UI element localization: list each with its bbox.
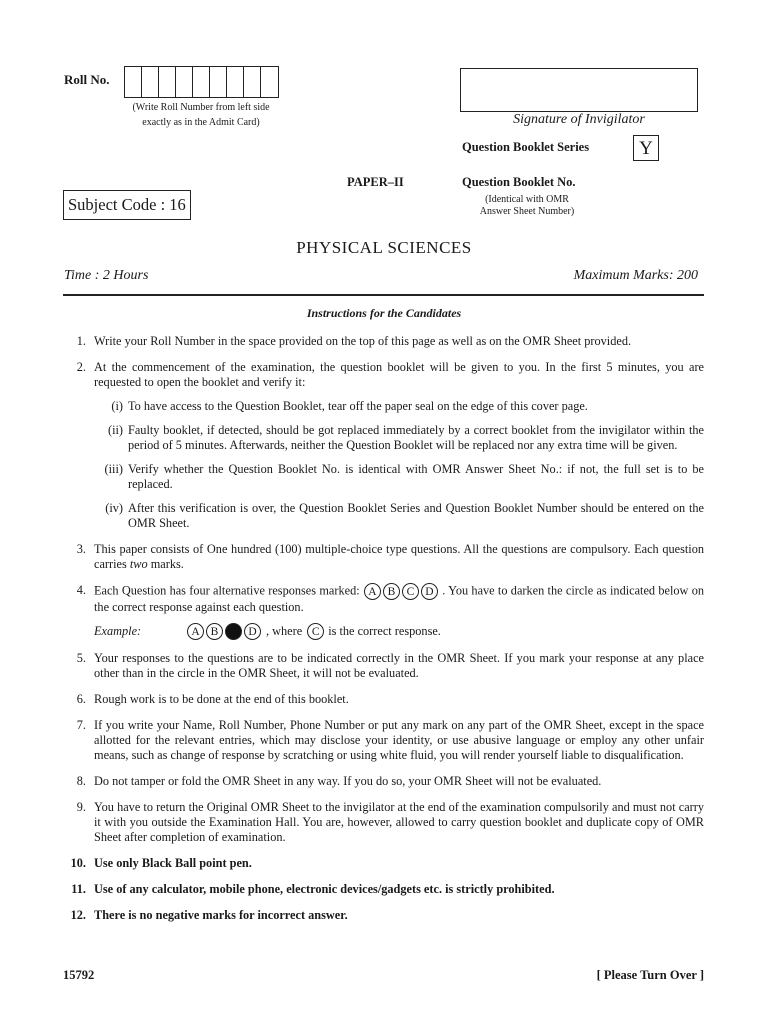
- option-d-circle: D: [421, 583, 438, 600]
- item-text: Your responses to the questions are to be indicated correctly in the OMR Sheet. If you mark your response at any place other than in the circle in the OMR Sheet, it will not be evaluated.: [94, 651, 704, 680]
- roll-number-boxes[interactable]: [124, 66, 279, 98]
- item-number: 2.: [76, 360, 86, 374]
- roll-digit-box[interactable]: [261, 67, 278, 97]
- text-part: , where: [266, 624, 303, 638]
- item-body: [94, 360, 704, 531]
- sub-item-number: (ii): [107, 423, 123, 437]
- list-item: [64, 800, 704, 845]
- subject-code-box: Subject Code : 16: [63, 190, 191, 220]
- list-item: [64, 542, 704, 572]
- item-text: Do not tamper or fold the OMR Sheet in any way. If you do so, your OMR Sheet will not be evaluated.: [94, 774, 602, 788]
- item-text: Use of any calculator, mobile phone, electronic devices/gadgets etc. is strictly prohibited.: [94, 882, 555, 896]
- item-text: There is no negative marks for incorrect answer.: [94, 908, 348, 922]
- booklet-number-note: [452, 194, 602, 218]
- roll-digit-box[interactable]: [193, 67, 210, 97]
- item-number: 5.: [76, 651, 86, 665]
- invigilator-signature-box[interactable]: [460, 68, 698, 112]
- item-number: 7.: [76, 718, 86, 732]
- roll-digit-box[interactable]: [176, 67, 193, 97]
- list-item: [64, 692, 704, 707]
- item-text: Write your Roll Number in the space provided on the top of this page as well as on the OMR Sheet provided.: [94, 334, 632, 348]
- option-c-circle: C: [307, 623, 324, 640]
- instructions-heading: Instructions for the Candidates: [306, 306, 462, 320]
- item-text: Use only Black Ball point pen.: [94, 856, 252, 870]
- sub-item-number: (iii): [104, 462, 123, 476]
- roll-note-line: (Write Roll Number from left side: [132, 102, 270, 113]
- example-label: Example:: [94, 624, 142, 638]
- roll-note-line: exactly as in the Admit Card): [142, 117, 260, 128]
- roll-digit-box[interactable]: [142, 67, 159, 97]
- header-divider: [63, 294, 704, 296]
- list-item: [64, 360, 704, 531]
- option-b-circle: B: [383, 583, 400, 600]
- item-body: [94, 583, 704, 640]
- roll-number-note: [96, 100, 306, 130]
- option-d-circle: D: [244, 623, 261, 640]
- item-number: 11.: [71, 882, 86, 896]
- filled-option-circle: [225, 623, 242, 640]
- roll-digit-box[interactable]: [227, 67, 244, 97]
- item-number: 1.: [76, 334, 86, 348]
- item-text: You have to return the Original OMR Sheet to the invigilator at the end of the examination compulsorily and must not carry it with you outside the Examination Hall. You are, however, allowed to carry question booklet and duplicate copy of OMR Sheet after completion of examination.: [94, 800, 704, 844]
- sub-item-text: Faulty booklet, if detected, should be got replaced immediately by a correct booklet from the invigilator within the period of 5 minutes. Afterwards, neither the Question Booklet will be replaced nor any extra time will be given.: [128, 423, 704, 452]
- roll-digit-box[interactable]: [244, 67, 261, 97]
- sub-item: [94, 399, 704, 414]
- sub-item: [94, 423, 704, 453]
- booklet-number-label: Question Booklet No.: [462, 175, 576, 189]
- text-part: . You have to darken the circle as indicated below on the correct response against each question.: [94, 583, 705, 614]
- sub-item: [94, 462, 704, 492]
- list-item: [64, 583, 704, 640]
- text-part: This paper consists of One hundred (100) multiple-choice type questions. All the questions are compulsory. Each question carries: [94, 542, 704, 571]
- example-row: [94, 623, 704, 640]
- list-item: [64, 882, 704, 897]
- list-item: [64, 334, 704, 349]
- option-b-circle: B: [206, 623, 223, 640]
- roll-digit-box[interactable]: [210, 67, 227, 97]
- item-number: 10.: [70, 856, 86, 870]
- item-text: If you write your Name, Roll Number, Phone Number or put any mark on any part of the OMR Sheet, except in the space allotted for the relevant entries, which may disclose your identity, or use abusive language or employ any other unfair means, such as change of response by scratching or using white fluid, you will render yourself liable to disqualification.: [94, 718, 704, 762]
- booklet-note-line: Answer Sheet Number): [479, 206, 575, 217]
- page-title: PHYSICAL SCIENCES: [296, 238, 472, 257]
- sub-item-number: (iv): [105, 501, 123, 515]
- booklet-code: 15792: [63, 968, 95, 982]
- time-allowed: Time : 2 Hours: [64, 268, 149, 283]
- text-part: Each Question has four alternative responses marked:: [94, 583, 360, 598]
- list-item: [64, 718, 704, 763]
- sub-item-text: After this verification is over, the Question Booklet Series and Question Booklet Number should be entered on the OMR Sheet.: [128, 501, 704, 530]
- item-number: 8.: [76, 774, 86, 788]
- booklet-series-value: Y: [633, 135, 659, 161]
- turn-over-note: [ Please Turn Over ]: [596, 968, 704, 982]
- item-number: 6.: [76, 692, 86, 706]
- list-item: [64, 774, 704, 789]
- instructions-list: [64, 334, 704, 934]
- option-c-circle: C: [402, 583, 419, 600]
- roll-digit-box[interactable]: [125, 67, 142, 97]
- text-part: is the correct response.: [328, 624, 441, 638]
- item-number: 12.: [70, 908, 86, 922]
- item-number: 3.: [76, 542, 86, 556]
- sub-item-number: (i): [111, 399, 123, 413]
- option-a-circle: A: [364, 583, 381, 600]
- signature-label: Signature of Invigilator: [513, 112, 645, 127]
- maximum-marks: Maximum Marks: 200: [573, 268, 698, 283]
- item-text: Rough work is to be done at the end of this booklet.: [94, 692, 349, 706]
- booklet-note-line: (Identical with OMR: [485, 194, 569, 205]
- item-number: 4.: [76, 583, 86, 597]
- roll-number-label: Roll No.: [64, 72, 110, 87]
- item-text: [94, 542, 704, 572]
- sub-item-text: To have access to the Question Booklet, tear off the paper seal on the edge of this cover page.: [128, 399, 588, 413]
- item-number: 9.: [76, 800, 86, 814]
- list-item: [64, 856, 704, 871]
- roll-digit-box[interactable]: [159, 67, 176, 97]
- option-a-circle: A: [187, 623, 204, 640]
- item-text: [94, 583, 704, 615]
- paper-label: PAPER–II: [347, 175, 404, 189]
- sub-item: [94, 501, 704, 531]
- list-item: [64, 908, 704, 923]
- list-item: [64, 651, 704, 681]
- text-part: marks.: [150, 557, 184, 571]
- emphasis-text: two: [129, 557, 148, 571]
- item-text: At the commencement of the examination, the question booklet will be given to you. In the first 5 minutes, you are requested to open the booklet and verify it:: [94, 360, 704, 389]
- sub-item-text: Verify whether the Question Booklet No. is identical with OMR Answer Sheet No.: if not, the full set is to be replaced.: [128, 462, 704, 491]
- booklet-series-label: Question Booklet Series: [462, 140, 590, 154]
